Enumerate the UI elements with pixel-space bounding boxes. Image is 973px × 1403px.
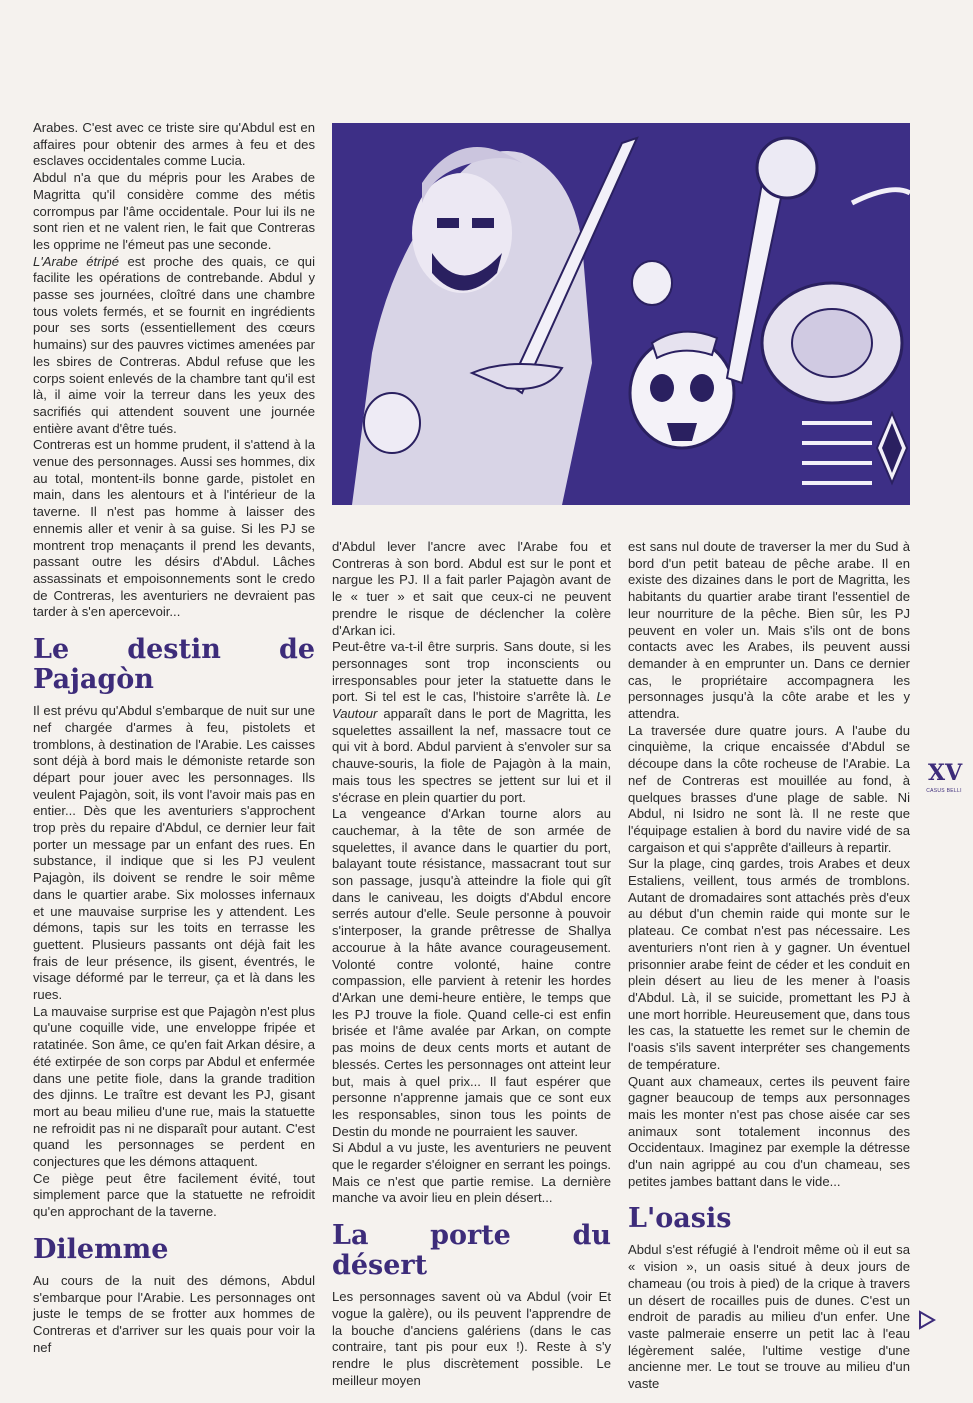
page-number: XV [928, 760, 963, 786]
section-heading: Le destin de Pajagòn [33, 634, 315, 696]
paragraph: Abdul s'est réfugié à l'endroit même où il eut sa « vision », un oasis situé à deux jours de chameau (ou trois à pied) de la crique à travers un désert de rocailles puis de dunes. C'est un endroit de paradis au milieu d'un enfer. Une vaste palmeraie enserre un petit lac à l'eau légèrement salée, l'ultime vestige d'une ancienne mer. Le tout se trouve au milieu d'un vaste [628, 1242, 910, 1392]
paragraph: Abdul n'a que du mépris pour les Arabes de Magritta qu'il considère comme des métis corrompus par l'âme occidentale. Pour lui ils ne sont rien et ne valent rien, le fait que Contreras les opprime ne l'émeut pas une seconde. [33, 170, 315, 252]
paragraph: La traversée dure quatre jours. A l'aube du cinquième, la crique encaissée d'Abdul se découpe dans la côte rocheuse de l'Arabie. La nef de Contreras est mouillée au fond, à quelques brasses d'une plage de sable. Ni Abdul, ni Isidro ne sont là. Il ne reste que l'équipage estalien à bord du navire vidé de sa cargaison et qui s'apprête d'ailleurs à repartir. [628, 722, 910, 855]
paragraph-text: Peut-être va-t-il être surpris. Sans doute, si les personnages sont trop inconscients ou irresponsables pour jeter la statuette dans le port. Si tel est le cas, l'histoire s'arrête là. [332, 639, 611, 705]
paragraph: Quant aux chameaux, certes ils peuvent faire gagner beaucoup de temps aux personnages mais les monter n'est pas chose aisée car ses animaux sont totalement inconnus des Occidentaux. Imaginez par exemple la détresse d'un nain agrippé au cou d'un chameau, ses petites jambes battant dans le vide... [628, 1073, 910, 1189]
paragraph: Si Abdul a vu juste, les aventuriers ne peuvent que le regarder s'éloigner en serrant les poings. Mais ce n'est que partie remise. La dernière manche va avoir lieu en plein désert... [332, 1140, 611, 1206]
paragraph: Arabes. C'est avec ce triste sire qu'Abdul est en affaires pour obtenir des armes à feu et des esclaves occidentales comme Lucia. [33, 120, 315, 169]
paragraph: Contreras est un homme prudent, il s'attend à la venue des personnages. Aussi ses hommes, dix au total, montent-ils bonne garde, pistolet en main, dans les alentours et à l'intérieur de la taverne. Il n'est pas homme à laisser des ennemis aller et venir à sa guise. Si les PJ se montrent trop menaçants il prend les devants, passant outre les désirs d'Abdul. Lâches assassinats et empoisonnements sont le credo de Contreras, les aventuriers ne devraient pas tarder à s'en apercevoir... [33, 437, 315, 620]
paragraph: Sur la plage, cinq gardes, trois Arabes et deux Estaliens, veillent, tous armés de tromblons. Autant de dromadaires sont attachés près d'eux au début d'un chemin raide qui monte sur le plateau. Ce combat n'est pas nécessaire. Les aventuriers n'ont rien à y gagner. Un éventuel prisonnier arabe feint de céder et les conduit en plein désert au lieu de les mener à l'oasis d'Abdul. Là, il se suicide, promettant les PJ à une mort horrible. Heureusement que, dans tous les cas, la statuette les remet sur le chemin de l'oasis s'ils savent interpréter ses changements de température. [628, 856, 910, 1072]
margin-strip [14, 70, 26, 1340]
illustration [332, 123, 910, 505]
continue-arrow-icon [918, 1310, 936, 1335]
paragraph: Ce piège peut être facilement évité, tout simplement parce que la statuette ne refroidit qu'en approchant de la taverne. [33, 1170, 315, 1220]
skeleton-battle-illustration [332, 123, 910, 505]
section-heading: L'oasis [628, 1203, 732, 1235]
paragraph: Il est prévu qu'Abdul s'embarque de nuit sur une nef chargée d'armes à feu, pistolets et tromblons, à destination de l'Arabie. Les caisses sont déjà à bord mais le démoniste retarde son départ pour jouer avec les personnages. Ils veulent Pajagòn, soit, ils vont l'avoir mais pas en entier... Dès que les aventuriers s'approchent trop près du repaire d'Abdul, ce dernier leur fait porter un message par un enfant des rues. En substance, il indique que si les PJ veulent Pajagòn, ils doivent se rendre le soir même dans le quartier arabe. Six molosses infernaux et une mauvaise surprise les y attendent. Les démons, tapis sur les toits en terrasse les guettent. Plusieurs passants ont déjà fait les frais de leur présence, ils gisent, éventrés, le visage déformé par le terreur, ça et là dans les rues. [33, 703, 315, 1003]
paragraph: La mauvaise surprise est que Pajagòn n'est plus qu'une coquille vide, une enveloppe fripée et ratatinée. Son âme, ce qu'en fait Arkan désire, a été extirpée de son corps par Abdul et enfermée dans une petite fiole, dans la grande tradition des djinns. Le traître est devant les PJ, gisant mort au beau milieu d'une rue, mais la statuette ne refroidit pas ni ne disparaît pour autant. C'est quand les personnages se perdent en conjectures que les démons attaquent. [33, 1003, 315, 1170]
paragraph-text: est proche des quais, ce qui facilite les opérations de contrebande. Abdul y passe ses journées, cloîtré dans une chambre tous volets fermés, et se fournit en ingrédients pour ses sorts (essentiellement des cœurs humains) sur des pauvres victimes amenées par les sbires de Contreras. Abdul refuse que les corps soient enlevés de la chambre tant qu'il est là, il aime voir la terreur dans les yeux des sacrifiés qui attendent souvent une journée entière avant d'être tués. [33, 253, 315, 436]
paragraph: est sans nul doute de traverser la mer du Sud à bord d'un petit bateau de pêche arabe. Il en existe des dizaines dans le port de Magritta, les habitants du quartier arabe tirant l'essentiel de leur nourriture de la pêche. Bien sûr, les PJ peuvent en voler un. Mais s'ils ont de bons contacts avec les Arabes, ils peuvent aussi demander à en emprunter un. Dans ce dernier cas, le propriétaire accompagnera les personnages jusqu'à la côte arabe et les y attendra. [628, 539, 910, 722]
section-heading: Dilemme [33, 1233, 169, 1265]
paragraph [332, 639, 611, 806]
paragraph-text: apparaît dans le port de Magritta, les squelettes assaillent la nef, massacre tout ce qui vit à bord. Abdul parvient à s'envoler sur sa chauve-souris, la fiole de Pajagòn à la main, mais tous les spectres se jettent sur lui et il s'écrase en plein quartier du port. [332, 706, 611, 805]
tavern-name: L'Arabe étripé [33, 253, 119, 269]
column-2 [332, 539, 611, 1389]
magazine-name: CASUS BELLI [926, 788, 962, 794]
paragraph [33, 254, 315, 438]
paragraph: Les personnages savent où va Abdul (voir Et vogue la galère), ou ils peuvent l'apprendre de la bouche d'anciens galériens (dans le cas contraire, tant pis pour eux !). Reste à s'y rendre le plus discrètement possible. Le meilleur moyen [332, 1289, 611, 1388]
section-heading: La porte du désert [332, 1220, 611, 1282]
column-3 [628, 539, 910, 1393]
ship-name: Le Vautour [332, 689, 611, 722]
column-1 [33, 120, 315, 1356]
paragraph: d'Abdul lever l'ancre avec l'Arabe fou et Contreras à son bord. Abdul est sur le pont et nargue les PJ. Il a fait parler Pajagòn avant de le « tuer » et sait que ceux-ci ne peuvent prendre le risque de déclencher la colère d'Arkan ici. [332, 539, 611, 638]
paragraph: Au cours de la nuit des démons, Abdul s'embarque pour l'Arabie. Les personnages ont juste le temps de se frotter aux hommes de Contreras et d'arriver sur les quais pour voir la nef [33, 1272, 315, 1355]
paragraph: La vengeance d'Arkan tourne alors au cauchemar, à la tête de son armée de squelettes, il avance dans le quartier du port, balayant toute résistance, massacrant tout sur son passage, jusqu'à atteindre la fiole qui gît dans le caniveau, les doigts d'Abdul encore serrés autour d'elle. Seule personne à pouvoir s'interposer, la grande prêtresse de Shallya accourue à la hâte avance courageusement. Volonté contre volonté, haine contre compassion, elle parvient à retenir les hordes d'Arkan une demi-heure entière, le temps que les PJ trouve la fiole. Quand celle-ci est enfin brisée et l'âme avalée par Arkan, on compte pas moins de deux cents morts et autant de blessés. Certes les personnages ont atteint leur but, mais à quel prix... Il faut espérer que personne n'apprenne jamais que ce sont eux les responsables, sinon tous les points de Destin du monde ne pourraient les sauver. [332, 806, 611, 1139]
